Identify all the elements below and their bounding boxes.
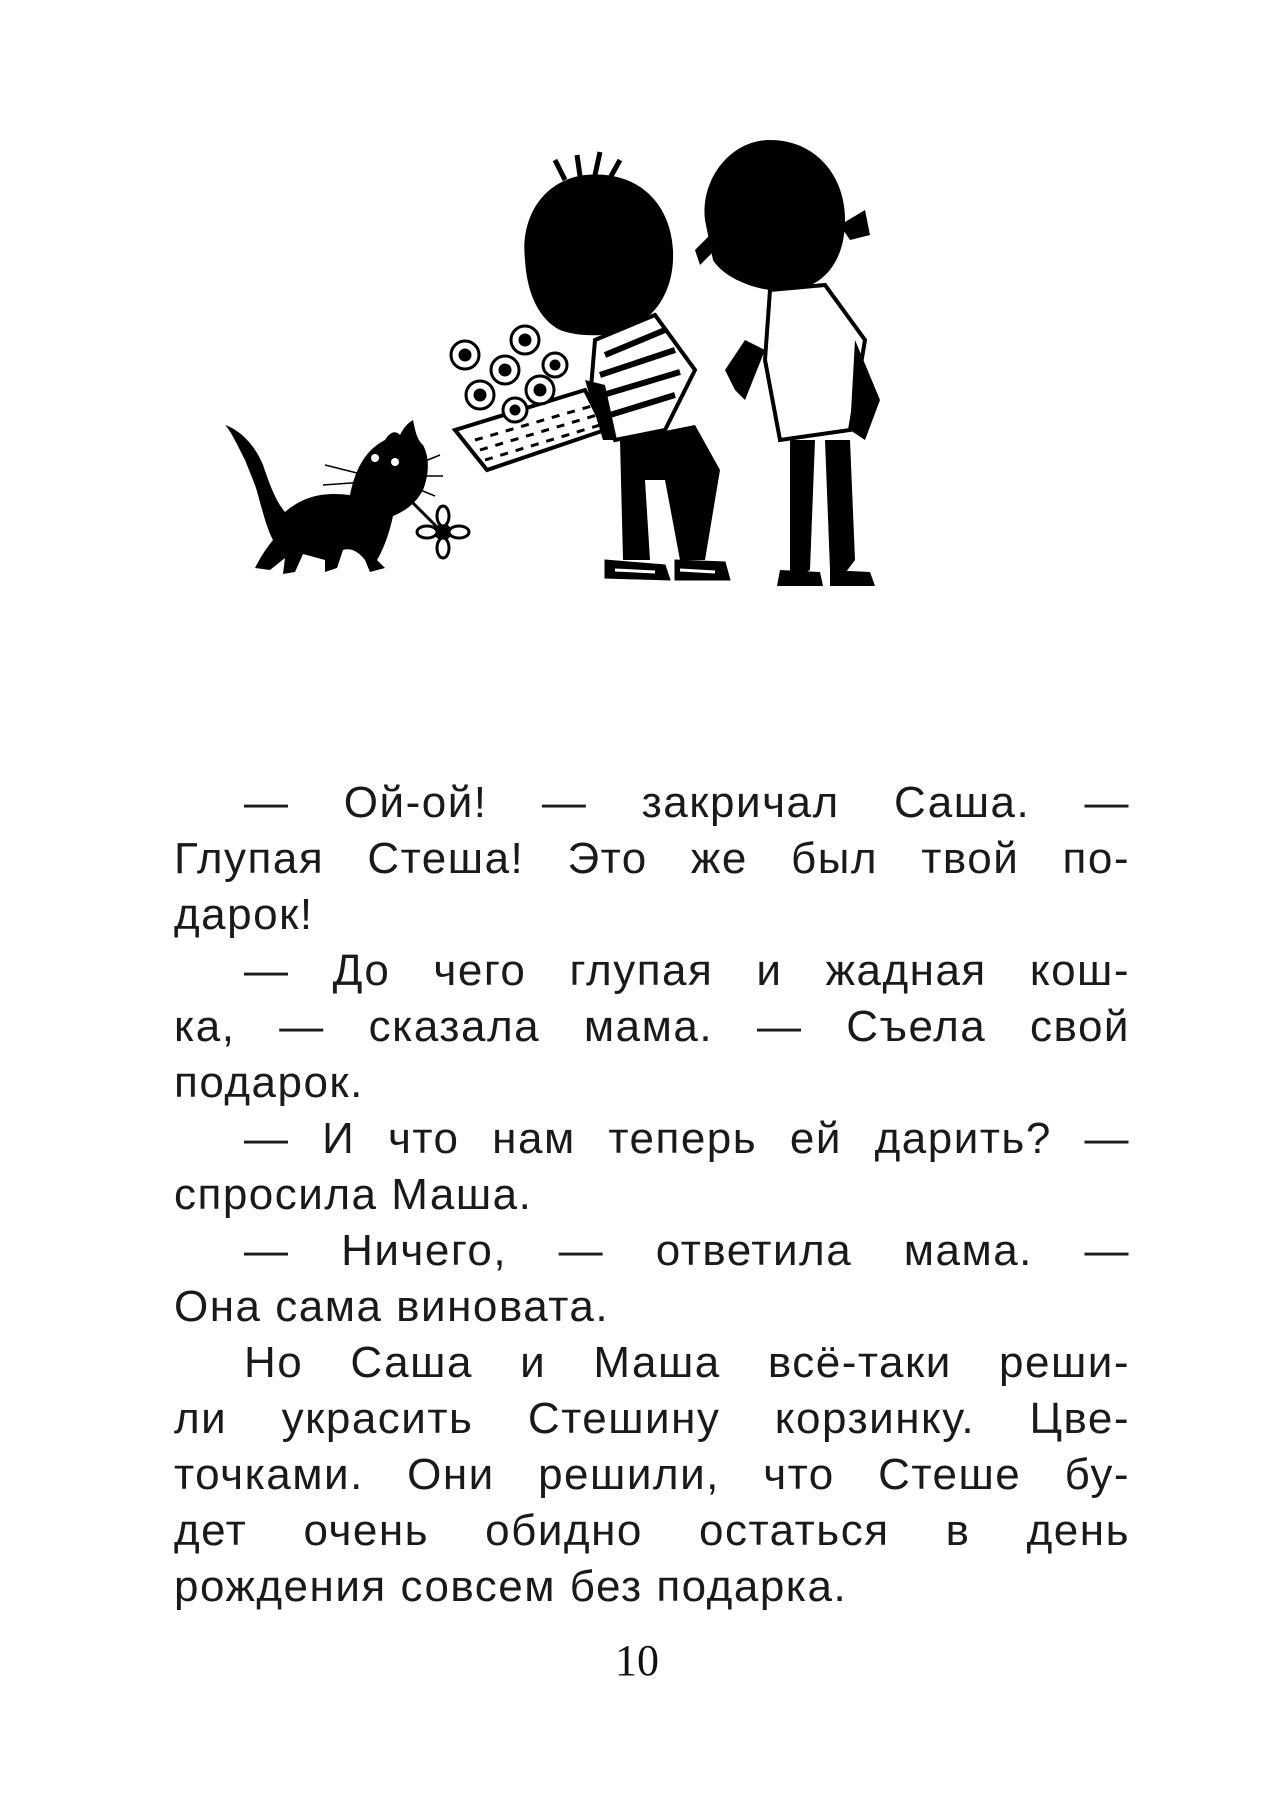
text-line: дарок!	[174, 890, 314, 939]
story-text	[174, 775, 1130, 1615]
text-line: ка, — сказала мама. — Съела свой	[174, 1002, 1130, 1051]
text-line: спросила Маша.	[174, 1170, 533, 1219]
text-line: — Ничего, — ответила мама. —	[244, 1226, 1130, 1275]
girl-silhouette	[695, 140, 880, 586]
text-line: рождения совсем без подарка.	[174, 1562, 848, 1611]
text-line: ли украсить Стешину корзинку. Цве-	[174, 1394, 1130, 1443]
text-line: — И что нам теперь ей дарить? —	[244, 1114, 1130, 1163]
text-line: Она сама виновата.	[174, 1282, 610, 1331]
text-line: точками. Они решили, что Стеше бу-	[174, 1450, 1130, 1499]
page-number: 10	[615, 1636, 659, 1685]
illustration-children-and-cat	[225, 140, 1085, 720]
text-line: Но Саша и Маша всё-таки реши-	[244, 1338, 1130, 1387]
text-line: — До чего глупая и жадная кош-	[244, 946, 1130, 995]
flower-basket	[451, 326, 605, 470]
flower-icon	[400, 490, 469, 558]
text-line: — Ой-ой! — закричал Саша. —	[244, 778, 1130, 827]
text-line: дет очень обидно остаться в день	[174, 1506, 1130, 1555]
text-line: подарок.	[174, 1058, 364, 1107]
cat-silhouette	[225, 420, 443, 574]
text-line: Глупая Стеша! Это же был твой по-	[174, 834, 1130, 883]
